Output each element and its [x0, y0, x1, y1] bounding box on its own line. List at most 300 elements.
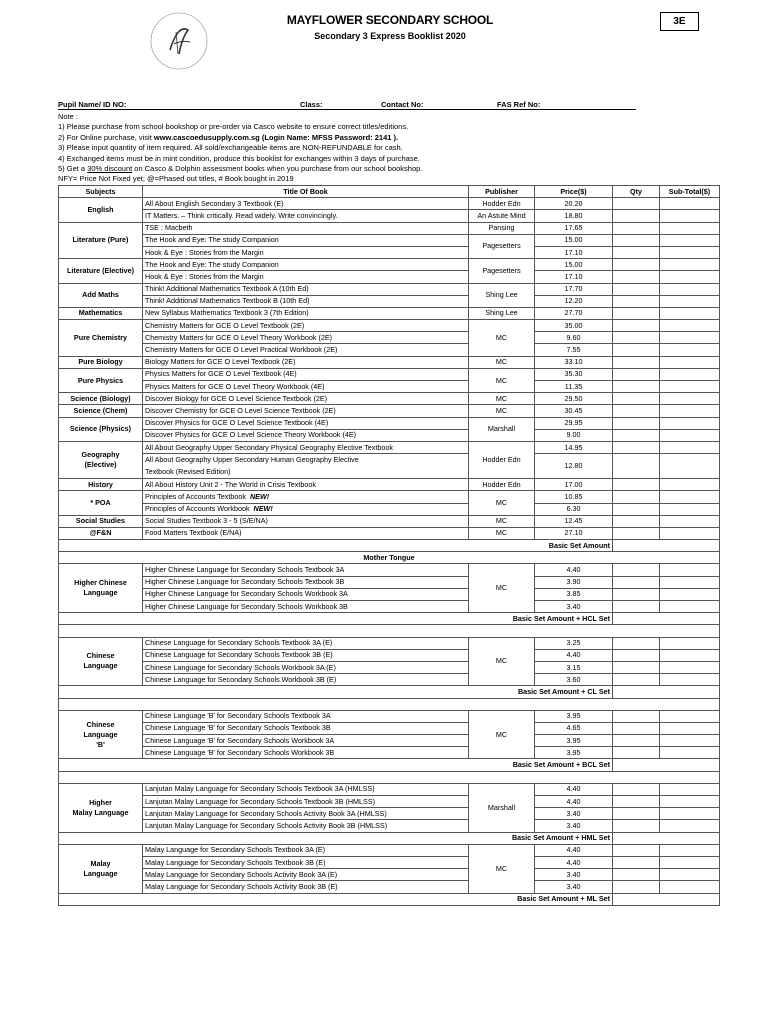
qty-input[interactable] [613, 844, 660, 856]
publisher: Hodder Edn [469, 198, 535, 210]
publisher: MC [469, 368, 535, 392]
table-row [59, 393, 720, 405]
subtotal-cell [660, 649, 720, 661]
subject-pure-physics: Pure Physics [59, 368, 143, 392]
book-title: Discover Biology for GCE O Level Science Textbook (2E) [143, 393, 469, 405]
publisher: MC [469, 491, 535, 515]
price: 9.00 [535, 429, 613, 441]
table-header-row [59, 186, 720, 198]
subject-line: Chinese [86, 719, 115, 729]
book-title: Chemistry Matters for GCE O Level Practical Workbook (2E) [143, 344, 469, 356]
subtotal-cell [660, 820, 720, 832]
book-title: Lanjutan Malay Language for Secondary Schools Textbook 3A (HMLSS) [143, 783, 469, 795]
basic-set-hcl-label: Basic Set Amount + HCL Set [59, 613, 613, 625]
qty-input[interactable] [613, 393, 660, 405]
subtotal-cell [660, 722, 720, 734]
subtotal-cell [660, 417, 720, 429]
price: 35.00 [535, 320, 613, 332]
subject-line: Chinese [86, 651, 115, 661]
subject-social-studies: Social Studies [59, 515, 143, 527]
price: 3.40 [535, 820, 613, 832]
qty-input[interactable] [613, 198, 660, 210]
subtotal-cell [660, 259, 720, 271]
class-code-box: 3E [660, 12, 699, 31]
subtotal-cell [660, 503, 720, 515]
notes-block [58, 112, 698, 185]
table-row [59, 588, 720, 600]
qty-input[interactable] [613, 246, 660, 258]
subtotal-cell [660, 515, 720, 527]
price: 11.35 [535, 381, 613, 393]
table-row [59, 259, 720, 271]
note-1: 1) Please purchase from school bookshop or pre-order via Casco website to ensure correct titles/editions. [58, 122, 409, 132]
book-title-text: Principles of Accounts Workbook [145, 504, 250, 514]
subtotal-cell [660, 368, 720, 380]
table-row [59, 661, 720, 673]
book-title: Chinese Language for Secondary Schools Textbook 3B (E) [143, 649, 469, 661]
spacer-cell [59, 771, 720, 783]
book-title: Malay Language for Secondary Schools Textbook 3A (E) [143, 844, 469, 856]
col-title: Title Of Book [143, 186, 469, 198]
note-5-discount: 30% discount [87, 164, 133, 174]
price: 29.50 [535, 393, 613, 405]
qty-input[interactable] [613, 808, 660, 820]
book-title: Chemistry Matters for GCE O Level Textbook (2E) [143, 320, 469, 332]
qty-input[interactable] [613, 259, 660, 271]
subtotal-cell [660, 405, 720, 417]
subtotal-cell [660, 601, 720, 613]
price: 3.15 [535, 661, 613, 673]
note-2-text: 2) For Online purchase, visit [58, 132, 154, 142]
qty-input[interactable] [613, 479, 660, 491]
qty-input[interactable] [613, 881, 660, 893]
price: 17.10 [535, 246, 613, 258]
table-row [59, 234, 720, 246]
price: 3.95 [535, 735, 613, 747]
qty-input[interactable] [613, 491, 660, 503]
book-title [143, 491, 469, 503]
table-row [59, 856, 720, 868]
book-title: Chinese Language 'B' for Secondary Schools Workbook 3B [143, 747, 469, 759]
subject-line: Higher [89, 797, 112, 807]
price: 4.40 [535, 783, 613, 795]
book-title: All About History Unit 2 - The World in Crisis Textbook [143, 479, 469, 491]
qty-input[interactable] [613, 710, 660, 722]
subtotal-cell [660, 735, 720, 747]
subject-line: Language [83, 729, 118, 739]
price: 14.95 [535, 441, 613, 453]
subtotal-cell [660, 881, 720, 893]
book-title: Chinese Language 'B' for Secondary Schools Textbook 3B [143, 722, 469, 734]
subject-science-chem: Science (Chem) [59, 405, 143, 417]
book-title-line2: Textbook (Revised Edition) [145, 467, 231, 477]
subject-fn: @F&N [59, 527, 143, 539]
subtotal-cell [660, 479, 720, 491]
table-row [59, 747, 720, 759]
qty-input[interactable] [613, 661, 660, 673]
price: 4.40 [535, 856, 613, 868]
table-row [59, 527, 720, 539]
book-title: All About Geography Upper Secondary Physical Geography Elective Textbook [143, 441, 469, 453]
table-row [59, 417, 720, 429]
subtotal-cell [660, 393, 720, 405]
col-publisher: Publisher [469, 186, 535, 198]
publisher: MC [469, 393, 535, 405]
price: 29.95 [535, 417, 613, 429]
note-5-rest: on Casco & Dolphin assessment books when you purchase from our school bookshop. [132, 164, 423, 174]
table-row [59, 710, 720, 722]
subject-history: History [59, 479, 143, 491]
basic-set-cl-row [59, 686, 720, 698]
price: 3.40 [535, 869, 613, 881]
qty-input[interactable] [613, 381, 660, 393]
basic-set-ml-amount [613, 893, 720, 905]
publisher: An Astute Mind [469, 210, 535, 222]
book-title: New Syllabus Mathematics Textbook 3 (7th Edition) [143, 307, 469, 319]
table-row [59, 576, 720, 588]
spacer-row [59, 698, 720, 710]
spacer-row [59, 625, 720, 637]
basic-set-bcl-row [59, 759, 720, 771]
table-row [59, 796, 720, 808]
subject-literature-pure: Literature (Pure) [59, 222, 143, 259]
book-title: Malay Language for Secondary Schools Activity Book 3B (E) [143, 881, 469, 893]
qty-input[interactable] [613, 332, 660, 344]
table-row [59, 515, 720, 527]
qty-input[interactable] [613, 307, 660, 319]
book-title: The Hook and Eye: The study Companion [143, 259, 469, 271]
table-row [59, 503, 720, 515]
qty-input[interactable] [613, 747, 660, 759]
price: 18.80 [535, 210, 613, 222]
subtotal-cell [660, 747, 720, 759]
note-3: 3) Please input quantity of item required. All sold/exchangeable items are NON-REFUNDABLE for cash. [58, 143, 403, 153]
qty-input[interactable] [613, 796, 660, 808]
qty-input[interactable] [613, 674, 660, 686]
price: 3.95 [535, 710, 613, 722]
subject-geography-line2: (Elective) [84, 460, 117, 470]
table-row [59, 735, 720, 747]
book-title: Physics Matters for GCE O Level Textbook (4E) [143, 368, 469, 380]
qty-input[interactable] [613, 441, 660, 453]
price: 3.40 [535, 808, 613, 820]
spacer-cell [59, 625, 720, 637]
subject-geography-line1: Geography [81, 450, 120, 460]
qty-input[interactable] [613, 222, 660, 234]
book-title: All About English Secondary 3 Textbook (E) [143, 198, 469, 210]
basic-set-hml-label: Basic Set Amount + HML Set [59, 832, 613, 844]
price: 7.55 [535, 344, 613, 356]
note-5-text: 5) Get a [58, 164, 88, 174]
table-row [59, 441, 720, 453]
price: 3.90 [535, 576, 613, 588]
book-title: TSE : Macbeth [143, 222, 469, 234]
subtotal-cell [660, 576, 720, 588]
subtotal-cell [660, 198, 720, 210]
booklist-table [58, 185, 720, 906]
publisher: Hodder Edn [469, 479, 535, 491]
book-title: Higher Chinese Language for Secondary Schools Workbook 3B [143, 601, 469, 613]
new-badge: NEW! [249, 491, 270, 501]
subtotal-cell [660, 808, 720, 820]
note-6: NFY= Price Not Fixed yet; @=Phased out titles, # Book bought in 2019 [58, 174, 294, 184]
subject-mathematics: Mathematics [59, 307, 143, 319]
book-title-line1: All About Geography Upper Secondary Human Geography Elective [145, 455, 359, 465]
table-row [59, 869, 720, 881]
qty-input[interactable] [613, 210, 660, 222]
table-row [59, 210, 720, 222]
table-row [59, 198, 720, 210]
price: 4.40 [535, 796, 613, 808]
price: 30.45 [535, 405, 613, 417]
table-row [59, 881, 720, 893]
book-title: Higher Chinese Language for Secondary Schools Textbook 3B [143, 576, 469, 588]
subtotal-cell [660, 783, 720, 795]
table-row [59, 222, 720, 234]
table-row [59, 356, 720, 368]
price: 15.00 [535, 234, 613, 246]
subtotal-cell [660, 856, 720, 868]
table-row [59, 844, 720, 856]
subject-line: Language [83, 588, 118, 598]
publisher: Pagesetters [469, 234, 535, 258]
subject-science-physics: Science (Physics) [59, 417, 143, 441]
price: 6.30 [535, 503, 613, 515]
qty-input[interactable] [613, 601, 660, 613]
qty-input[interactable] [613, 735, 660, 747]
book-title: Physics Matters for GCE O Level Theory Workbook (4E) [143, 381, 469, 393]
table-row [59, 246, 720, 258]
book-title: Discover Physics for GCE O Level Science Theory Workbook (4E) [143, 429, 469, 441]
basic-set-label: Basic Set Amount [59, 540, 613, 552]
subject-science-biology: Science (Biology) [59, 393, 143, 405]
book-title: Discover Chemistry for GCE O Level Science Textbook (2E) [143, 405, 469, 417]
publisher: MC [469, 710, 535, 759]
qty-input[interactable] [613, 588, 660, 600]
table-row [59, 368, 720, 380]
price: 17.00 [535, 479, 613, 491]
table-row [59, 320, 720, 332]
school-crest-logo [148, 10, 210, 72]
subtotal-cell [660, 661, 720, 673]
table-row [59, 429, 720, 441]
price: 3.25 [535, 637, 613, 649]
price: 12.20 [535, 295, 613, 307]
qty-input[interactable] [613, 503, 660, 515]
qty-input[interactable] [613, 454, 660, 479]
subject-line: Malay Language [72, 807, 129, 817]
book-title: Food Matters Textbook (E/NA) [143, 527, 469, 539]
price: 4.40 [535, 564, 613, 576]
qty-input[interactable] [613, 429, 660, 441]
subject-malay [59, 844, 143, 893]
subtotal-cell [660, 796, 720, 808]
subject-geography [59, 441, 143, 478]
col-qty: Qty [613, 186, 660, 198]
subtotal-cell [660, 710, 720, 722]
basic-set-bcl-label: Basic Set Amount + BCL Set [59, 759, 613, 771]
book-title: Chinese Language for Secondary Schools Workbook 3B (E) [143, 674, 469, 686]
qty-input[interactable] [613, 649, 660, 661]
book-title: Hook & Eye : Stories from the Margin [143, 246, 469, 258]
publisher: Hodder Edn [469, 441, 535, 478]
subject-chinese-b [59, 710, 143, 759]
subject-line: Malay [90, 858, 111, 868]
subtotal-cell [660, 295, 720, 307]
basic-set-hcl-row [59, 613, 720, 625]
col-subjects: Subjects [59, 186, 143, 198]
subject-line: Language [83, 868, 118, 878]
publisher: MC [469, 637, 535, 686]
qty-input[interactable] [613, 320, 660, 332]
price: 3.40 [535, 881, 613, 893]
subject-add-maths: Add Maths [59, 283, 143, 307]
note-5 [58, 164, 698, 174]
table-row [59, 637, 720, 649]
basic-set-ml-label: Basic Set Amount + ML Set [59, 893, 613, 905]
publisher: MC [469, 515, 535, 527]
publisher: Marshall [469, 783, 535, 832]
mother-tongue-heading: Mother Tongue [59, 552, 720, 564]
table-row [59, 381, 720, 393]
price: 17.65 [535, 222, 613, 234]
mother-tongue-row [59, 552, 720, 564]
table-row [59, 491, 720, 503]
table-row [59, 271, 720, 283]
book-title: Lanjutan Malay Language for Secondary Schools Textbook 3B (HMLSS) [143, 796, 469, 808]
price: 4.40 [535, 649, 613, 661]
price: 17.70 [535, 283, 613, 295]
basic-set-bcl-amount [613, 759, 720, 771]
qty-input[interactable] [613, 637, 660, 649]
school-name: MAYFLOWER SECONDARY SCHOOL [286, 13, 494, 27]
subject-chinese [59, 637, 143, 686]
publisher: MC [469, 356, 535, 368]
note-2-link[interactable]: www.cascoedusupply.com.sg (Login Name: MFSS Password: 2141 ). [153, 132, 399, 142]
publisher: MC [469, 527, 535, 539]
qty-input[interactable] [613, 417, 660, 429]
qty-input[interactable] [613, 283, 660, 295]
subtotal-cell [660, 210, 720, 222]
book-title [143, 454, 469, 479]
subtotal-cell [660, 283, 720, 295]
book-title: The Hook and Eye: The study Companion [143, 234, 469, 246]
book-title: Think! Additional Mathematics Textbook A (10th Ed) [143, 283, 469, 295]
subtotal-cell [660, 527, 720, 539]
qty-input[interactable] [613, 234, 660, 246]
table-row [59, 564, 720, 576]
subtotal-cell [660, 320, 720, 332]
note-heading: Note : [58, 112, 79, 121]
book-title: Hook & Eye : Stories from the Margin [143, 271, 469, 283]
subtotal-cell [660, 381, 720, 393]
spacer-row [59, 771, 720, 783]
publisher: MC [469, 320, 535, 357]
qty-input[interactable] [613, 295, 660, 307]
subtotal-cell [660, 674, 720, 686]
book-title: Higher Chinese Language for Secondary Schools Textbook 3A [143, 564, 469, 576]
new-badge: NEW! [253, 504, 273, 514]
booklist-title: Secondary 3 Express Booklist 2020 [314, 31, 466, 41]
book-title: Chinese Language 'B' for Secondary Schools Textbook 3A [143, 710, 469, 722]
col-subtotal: Sub-Total($) [660, 186, 720, 198]
subtotal-cell [660, 332, 720, 344]
note-4: 4) Exchanged items must be in mint condition, produce this booklist for exchanges within 3 days of purchase. [58, 153, 420, 163]
class-label: Class: [300, 100, 323, 109]
book-title: Biology Matters for GCE O Level Textbook (2E) [143, 356, 469, 368]
book-title-text: Principles of Accounts Textbook [145, 491, 246, 501]
subtotal-cell [660, 454, 720, 479]
qty-input[interactable] [613, 368, 660, 380]
qty-input[interactable] [613, 271, 660, 283]
publisher: Shing Lee [469, 283, 535, 307]
table-row [59, 601, 720, 613]
price: 3.85 [535, 588, 613, 600]
book-title: IT Matters. – Think critically. Read widely. Write convincingly. [143, 210, 469, 222]
qty-input[interactable] [613, 527, 660, 539]
price: 27.70 [535, 307, 613, 319]
price: 12.45 [535, 515, 613, 527]
subtotal-cell [660, 441, 720, 453]
contact-label: Contact No: [381, 100, 424, 109]
basic-set-row [59, 540, 720, 552]
publisher: Marshall [469, 417, 535, 441]
price: 3.60 [535, 674, 613, 686]
qty-input[interactable] [613, 564, 660, 576]
subject-line: 'B' [96, 739, 105, 749]
book-title: Social Studies Textbook 3 - 5 (S/E/NA) [143, 515, 469, 527]
qty-input[interactable] [613, 344, 660, 356]
publisher: Shing Lee [469, 307, 535, 319]
qty-input[interactable] [613, 869, 660, 881]
price: 35.30 [535, 368, 613, 380]
price: 9.60 [535, 332, 613, 344]
publisher: MC [469, 564, 535, 613]
table-row [59, 295, 720, 307]
qty-input[interactable] [613, 405, 660, 417]
qty-input[interactable] [613, 783, 660, 795]
publisher: Pagesetters [469, 259, 535, 283]
publisher: MC [469, 844, 535, 893]
basic-set-hcl-amount [613, 613, 720, 625]
subtotal-cell [660, 564, 720, 576]
qty-input[interactable] [613, 722, 660, 734]
book-title: Malay Language for Secondary Schools Activity Book 3A (E) [143, 869, 469, 881]
qty-input[interactable] [613, 515, 660, 527]
qty-input[interactable] [613, 820, 660, 832]
subtotal-cell [660, 344, 720, 356]
subject-pure-biology: Pure Biology [59, 356, 143, 368]
table-row [59, 783, 720, 795]
subject-line: Language [83, 661, 118, 671]
qty-input[interactable] [613, 856, 660, 868]
subtotal-cell [660, 271, 720, 283]
publisher: MC [469, 405, 535, 417]
table-row [59, 722, 720, 734]
subject-literature-elective: Literature (Elective) [59, 259, 143, 283]
price: 3.95 [535, 747, 613, 759]
table-row [59, 479, 720, 491]
price: 3.40 [535, 601, 613, 613]
table-row [59, 307, 720, 319]
book-title: Chinese Language for Secondary Schools Textbook 3A (E) [143, 637, 469, 649]
subject-line: Higher Chinese [74, 578, 127, 588]
qty-input[interactable] [613, 356, 660, 368]
qty-input[interactable] [613, 576, 660, 588]
subject-english: English [59, 198, 143, 222]
price: 17.10 [535, 271, 613, 283]
book-title: Chinese Language for Secondary Schools Workbook 3A (E) [143, 661, 469, 673]
